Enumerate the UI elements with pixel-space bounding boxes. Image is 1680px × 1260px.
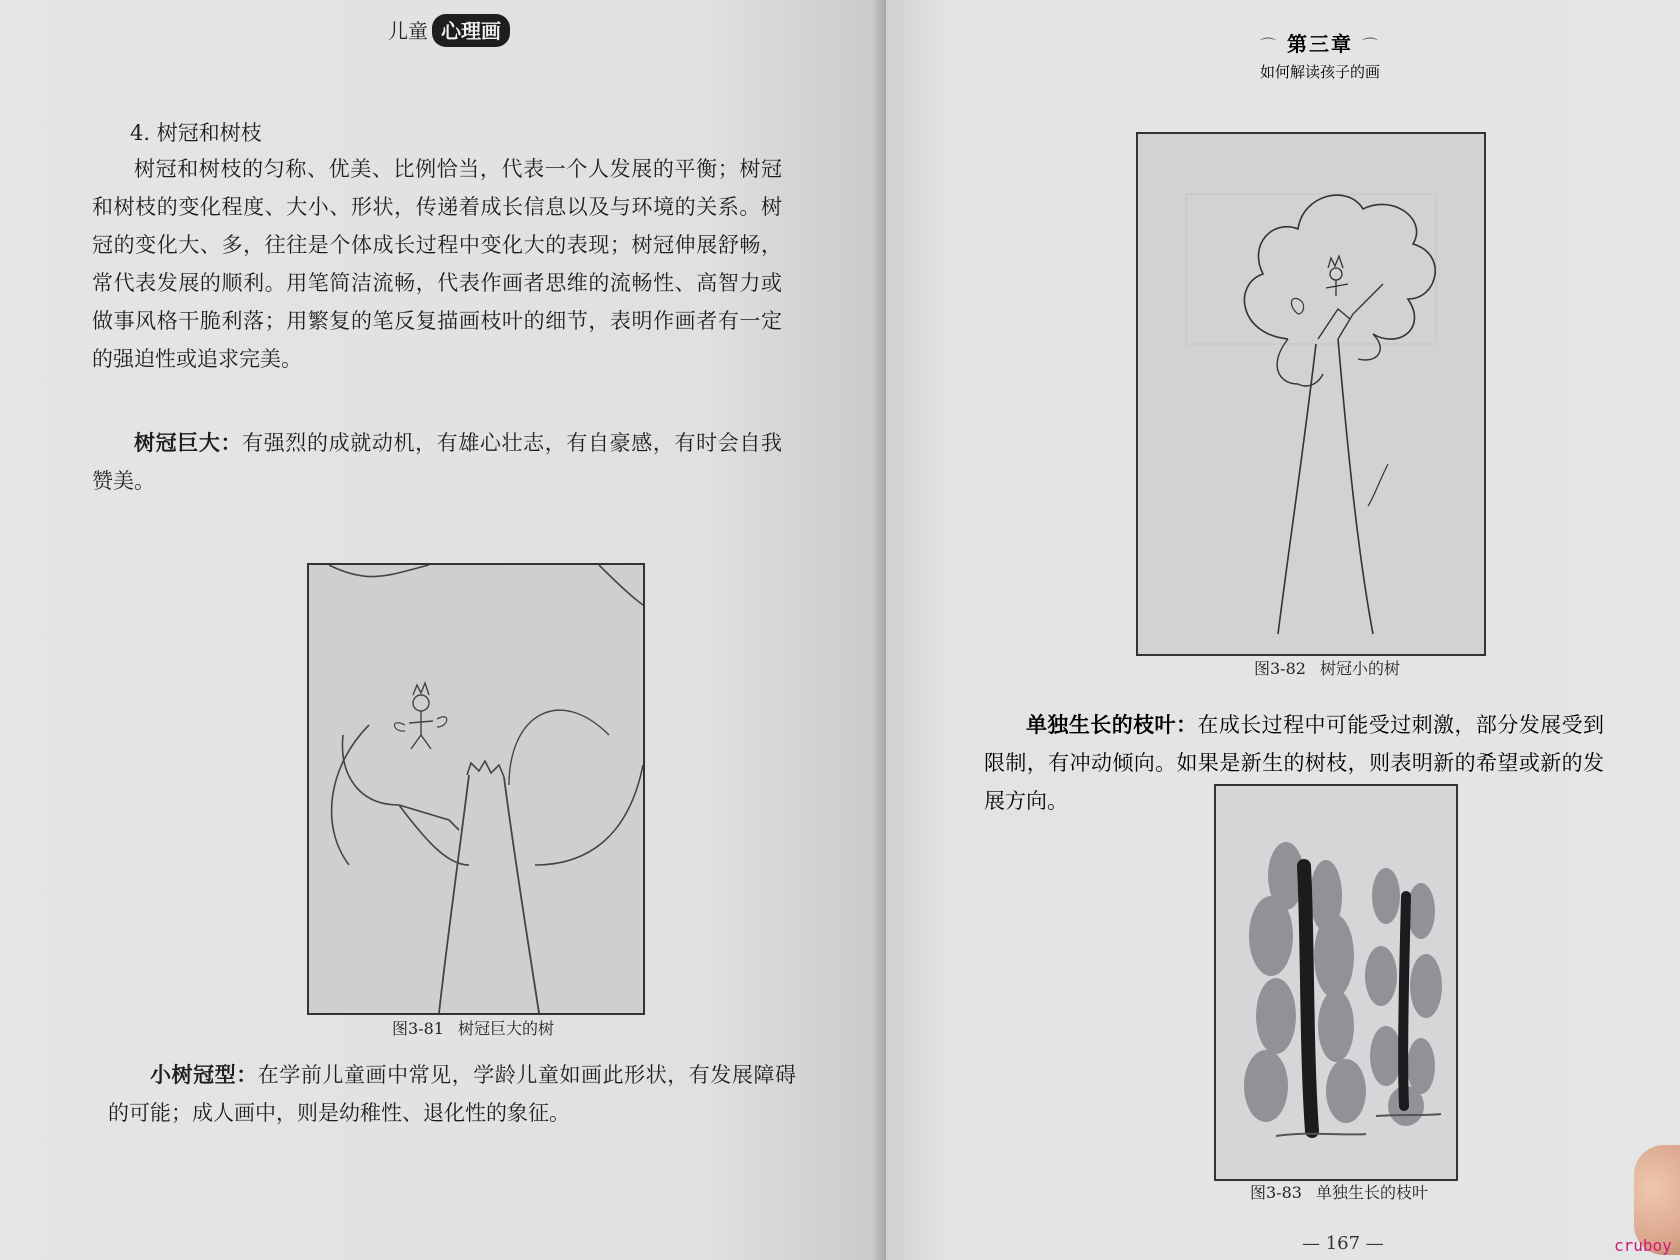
small-crown-tree-drawing <box>1138 134 1484 654</box>
ornament-right-icon: ⌒ <box>1361 36 1380 55</box>
figure-number: 图3-83 <box>1250 1183 1302 1202</box>
large-crown-tree-drawing <box>309 565 643 1013</box>
running-header-left <box>388 14 510 47</box>
isolated-branches-drawing <box>1216 786 1456 1179</box>
section-heading: 4. 树冠和树枝 <box>130 121 262 145</box>
caption-figure-3-83 <box>1250 1180 1428 1203</box>
paragraph-small-crown <box>108 1056 796 1132</box>
header-badge: 心理画 <box>432 14 510 47</box>
watermark: cruboy <box>1614 1236 1672 1255</box>
figure-small-crown-tree <box>1136 132 1486 656</box>
page-number: — 167 — <box>1302 1233 1384 1254</box>
term-small-crown-text: 在学前儿童画中常见，学龄儿童如画此形状，有发展障碍的可能；成人画中，则是幼稚性、退化性的象征。 <box>108 1063 797 1125</box>
figure-large-crown-tree <box>307 563 645 1015</box>
caption-figure-3-81 <box>392 1016 554 1039</box>
figure-caption: 树冠小的树 <box>1319 659 1400 678</box>
ornament-left-icon: ⌒ <box>1260 36 1279 55</box>
chapter-label: 第三章 <box>1287 32 1353 56</box>
term-isolated-branches: 单独生长的枝叶： <box>1026 713 1198 737</box>
figure-number: 图3-81 <box>392 1019 444 1038</box>
chapter-title <box>1240 28 1400 57</box>
figure-isolated-branches <box>1214 784 1458 1181</box>
figure-caption: 单独生长的枝叶 <box>1315 1183 1428 1202</box>
term-small-crown: 小树冠型： <box>150 1063 258 1087</box>
header-prefix: 儿童 <box>388 19 428 43</box>
term-isolated-branches-text: 在成长过程中可能受过刺激，部分发展受到限制，有冲动倾向。如果是新生的树枝，则表明新的希望或新的发展方向。 <box>984 713 1605 813</box>
figure-caption: 树冠巨大的树 <box>457 1019 554 1038</box>
term-large-crown: 树冠巨大： <box>134 431 243 455</box>
paragraph-crown-and-branches: 树冠和树枝的匀称、优美、比例恰当，代表一个人发展的平衡；树冠和树枝的变化程度、大小、形状，传递着成长信息以及与环境的关系。树冠的变化大、多，往往是个体成长过程中变化大的表现；树冠伸展舒畅，常代表发展的顺利。用笔简洁流畅，代表作画者思维的流畅性、高智力或做事风格干脆利落；用繁复的笔反复描画枝叶的细节，表明作画者有一定的强迫性或追求完美。 <box>92 157 782 371</box>
figure-number: 图3-82 <box>1254 659 1306 678</box>
running-header-right <box>1240 28 1400 82</box>
chapter-subtitle: 如何解读孩子的画 <box>1259 63 1380 81</box>
caption-figure-3-82 <box>1254 656 1400 679</box>
paragraph-large-crown <box>92 424 782 500</box>
term-large-crown-text: 有强烈的成就动机，有雄心壮志，有自豪感，有时会自我赞美。 <box>92 431 783 493</box>
